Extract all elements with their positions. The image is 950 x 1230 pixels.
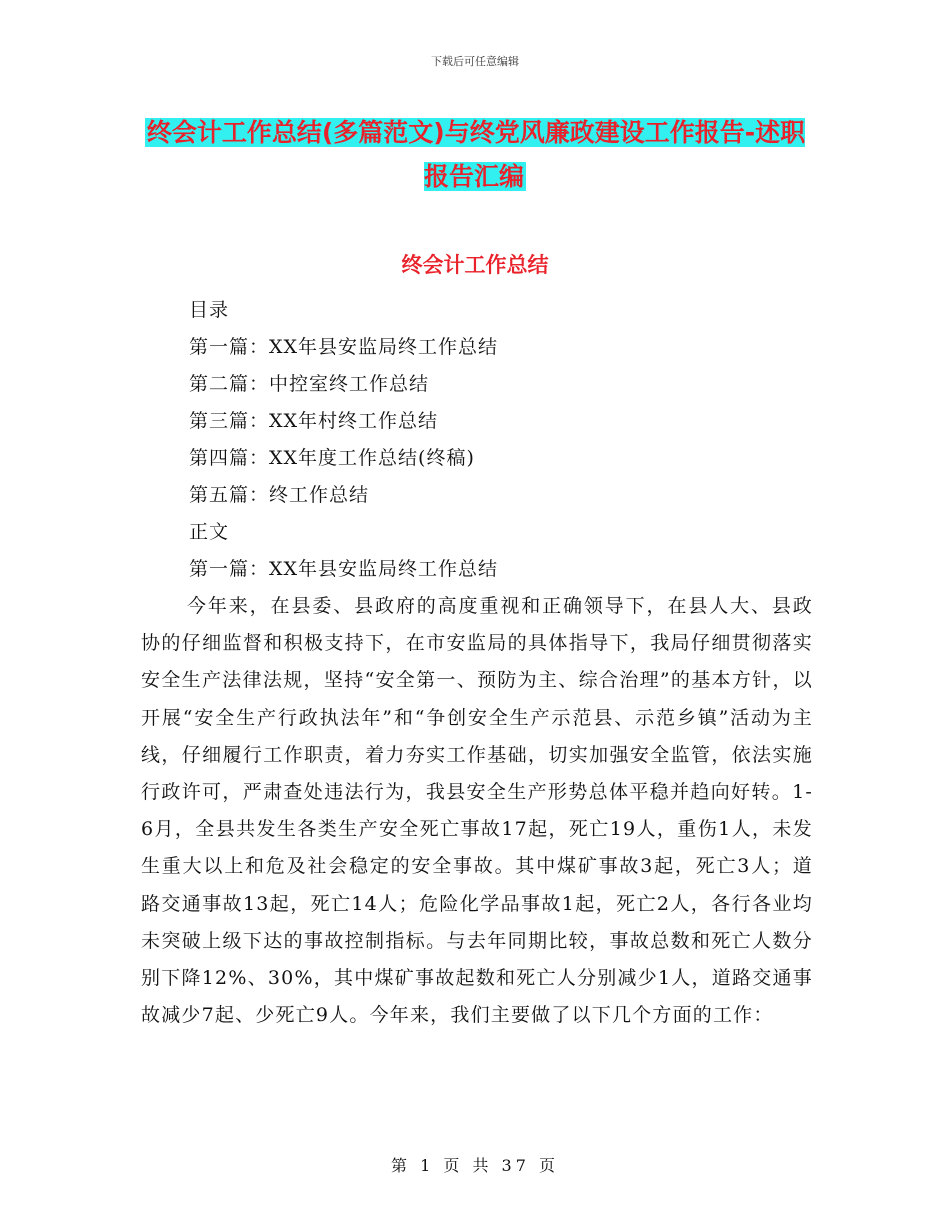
chapter-heading: 第一篇：XX年县安监局终工作总结 xyxy=(189,558,499,580)
body-label: 正文 xyxy=(189,521,230,543)
toc-item: 第一篇：XX年县安监局终工作总结 xyxy=(189,336,499,358)
body-paragraph: 今年来，在县委、县政府的高度重视和正确领导下，在县人大、县政协的仔细监督和积极支持下，在市安监局的具体指导下，我局仔细贯彻落实安全生产法律法规，坚持“安全第一、预防为主、综合治理”的基本方针，以开展“安全生产行政执法年”和“争创安全生产示范县、示范乡镇”活动为主线，仔细履行工作职责，着力夯实工作基础，切实加强安全监管，依法实施行政许可，严肃查处违法行为，我县安全生产形势总体平稳并趋向好转。1-6月，全县共发生各类生产安全死亡事故17起，死亡19人，重伤1人，未发生重大以上和危及社会稳定的安全事故。其中煤矿事故3起，死亡3人；道路交通事故13起，死亡14人；危险化学品事故1起，死亡2人，各行各业均未突破上级下达的事故控制指标。与去年同期比较，事故总数和死亡人数分别下降12%、30%，其中煤矿事故起数和死亡人分别减少1人，道路交通事故减少7起、少死亡9人。今年来，我们主要做了以下几个方面的工作： xyxy=(141,595,813,1027)
page-number: 第 1 页 共 37 页 xyxy=(391,1156,559,1175)
table-of-contents xyxy=(189,292,829,588)
toc-item: 第四篇：XX年度工作总结(终稿) xyxy=(189,447,475,469)
toc-heading: 目录 xyxy=(189,299,230,321)
document-title-text: 终会计工作总结(多篇范文)与终党风廉政建设工作报告-述职报告汇编 xyxy=(146,118,806,191)
section-title: 终会计工作总结 xyxy=(401,253,549,277)
toc-item: 第五篇：终工作总结 xyxy=(189,484,370,506)
document-title xyxy=(140,111,810,199)
page-header-note: 下载后可任意编辑 xyxy=(431,55,519,68)
toc-item: 第三篇：XX年村终工作总结 xyxy=(189,410,439,432)
toc-item: 第二篇：中控室终工作总结 xyxy=(189,373,430,395)
